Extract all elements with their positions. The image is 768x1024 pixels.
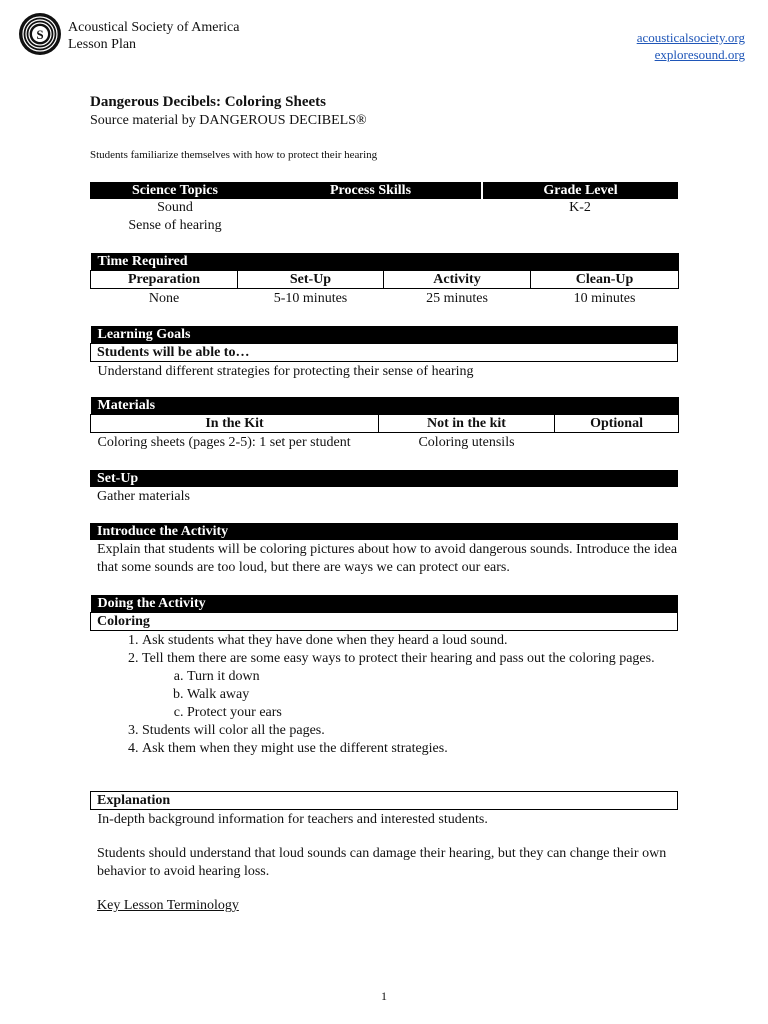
explanation-text-2: Students should understand that loud sounds can damage their hearing, but they can change their own behavior to avoid hearing loss. [97, 846, 667, 879]
list-item: 4. Ask them when they might use the different strategies. [142, 740, 678, 758]
time-header: Time Required [91, 253, 679, 271]
grade-level-cell: K-2 [569, 200, 591, 215]
not-in-kit-value: Coloring utensils [418, 435, 515, 450]
source-line: Source material by DANGEROUS DECIBELS® [90, 113, 367, 128]
doing-section [90, 595, 678, 758]
list-item [142, 650, 678, 722]
goals-table [90, 326, 678, 381]
setup-section [90, 470, 678, 506]
goals-section [90, 326, 678, 381]
cleanup-value: 10 minutes [573, 291, 636, 306]
substeps-list [142, 668, 678, 722]
doing-subheader: Coloring [91, 613, 678, 631]
science-topic: Sound [157, 200, 193, 215]
science-topic: Sense of hearing [128, 218, 222, 233]
step-text: Tell them there are some easy ways to protect their hearing and pass out the coloring pages. [142, 651, 655, 666]
intro-section [90, 523, 678, 576]
doing-table [90, 595, 678, 631]
cleanup-header: Clean-Up [531, 271, 679, 289]
materials-section [90, 397, 678, 452]
topics-section [90, 182, 678, 235]
optional-value [555, 433, 679, 453]
goals-subheader: Students will be able to… [91, 344, 678, 362]
summary-line: Students familiarize themselves with how to protect their hearing [90, 149, 378, 161]
acousticalsociety-link[interactable]: acousticalsociety.org [636, 30, 745, 45]
intro-header: Introduce the Activity [90, 523, 678, 540]
list-item: c. Protect your ears [187, 704, 678, 722]
setup-section-header: Set-Up [90, 470, 678, 487]
page-number: 1 [381, 989, 387, 1003]
list-item: 1. Ask students what they have done when they heard a loud sound. [142, 632, 678, 650]
key-terminology: Key Lesson Terminology [97, 898, 239, 913]
asa-logo-icon [18, 12, 62, 56]
explanation-section [90, 791, 678, 915]
doing-header: Doing the Activity [91, 595, 678, 613]
list-item: b. Walk away [187, 686, 678, 704]
activity-header: Activity [384, 271, 531, 289]
list-item: a. Turn it down [187, 668, 678, 686]
process-skills-header: Process Skills [260, 182, 482, 199]
list-item: 3. Students will color all the pages. [142, 722, 678, 740]
science-topics-cell [90, 199, 260, 235]
goals-header: Learning Goals [91, 326, 678, 344]
setup-value: 5-10 minutes [273, 291, 348, 306]
goals-text: Understand different strategies for protecting their sense of hearing [97, 364, 474, 379]
grade-level-header: Grade Level [482, 182, 678, 199]
process-skills-cell [260, 199, 482, 235]
time-table [90, 253, 679, 308]
materials-table [90, 397, 679, 452]
science-topics-header: Science Topics [90, 182, 260, 199]
header-links [637, 29, 745, 63]
explanation-table [90, 791, 678, 829]
explanation-header: Explanation [91, 792, 678, 810]
page-title: Dangerous Decibels: Coloring Sheets [90, 94, 326, 110]
activity-value: 25 minutes [426, 291, 488, 306]
in-kit-value: Coloring sheets (pages 2-5): 1 set per student [97, 435, 351, 450]
svg-text:S: S [36, 27, 44, 42]
setup-text: Gather materials [97, 489, 190, 504]
materials-header: Materials [91, 397, 679, 415]
intro-table [90, 523, 678, 576]
explanation-text-1: In-depth background information for teachers and interested students. [97, 812, 488, 827]
setup-header: Set-Up [238, 271, 384, 289]
setup-table [90, 470, 678, 506]
intro-text: Explain that students will be coloring pictures about how to avoid dangerous sounds. Introduce the idea that some sounds are too loud, but there are ways we can protect our ears. [97, 542, 678, 575]
optional-header: Optional [555, 415, 679, 433]
exploresound-link[interactable]: exploresound.org [654, 47, 745, 62]
preparation-header: Preparation [91, 271, 238, 289]
org-block [68, 19, 239, 53]
org-name: Acoustical Society of America [68, 20, 240, 35]
not-in-kit-header: Not in the kit [379, 415, 555, 433]
preparation-value: None [148, 291, 180, 306]
steps-list [90, 632, 678, 758]
in-kit-header: In the Kit [91, 415, 379, 433]
topics-table [90, 182, 678, 235]
doc-type: Lesson Plan [68, 37, 137, 52]
time-section [90, 253, 678, 308]
